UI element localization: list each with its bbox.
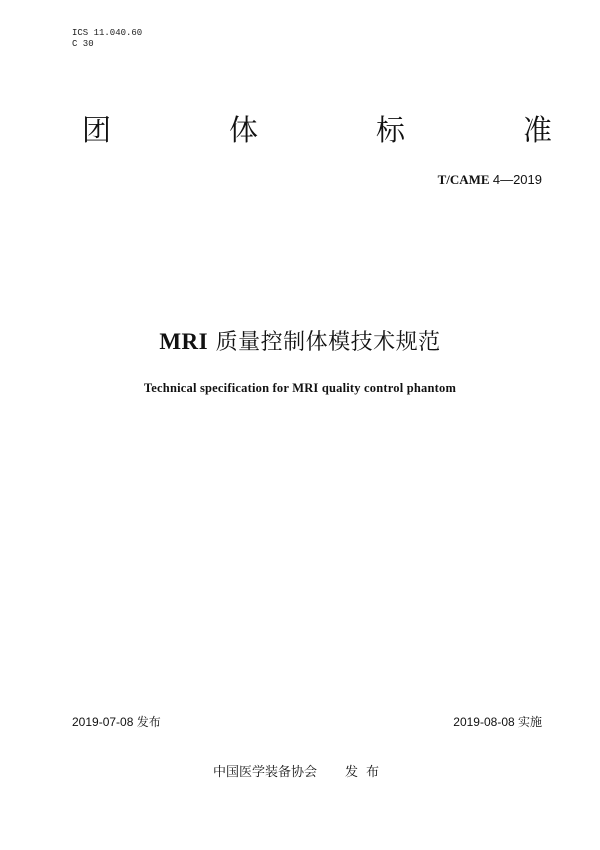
- standard-type-char-2: 体: [228, 113, 258, 147]
- document-title-latin: MRI: [159, 329, 209, 354]
- document-subtitle-en: Technical specification for MRI quality control phantom: [143, 381, 457, 395]
- standard-type-char-3: 标: [375, 113, 405, 147]
- document-title-cn: 质量控制体模技术规范: [215, 330, 441, 355]
- standard-code-prefix: T/CAME: [437, 172, 490, 187]
- standard-type-char-1: 团: [82, 113, 112, 147]
- ccs-code: C 30: [72, 39, 94, 49]
- issuer-line: [0, 764, 600, 782]
- implement-date: 2019-08-08 实施: [453, 715, 542, 729]
- publish-date: 2019-07-08 发布: [72, 715, 161, 729]
- standard-type-char-4: 准: [522, 113, 552, 147]
- issuer-name: 中国医学装备协会: [212, 765, 317, 780]
- issuer-action: 发布: [345, 765, 388, 780]
- classification-codes: [72, 28, 142, 50]
- ics-code: ICS 11.040.60: [72, 28, 143, 38]
- standard-type-heading: [82, 112, 552, 148]
- standard-code: [438, 172, 542, 188]
- standard-code-number: 4—2019: [492, 172, 542, 187]
- document-title: [0, 328, 600, 357]
